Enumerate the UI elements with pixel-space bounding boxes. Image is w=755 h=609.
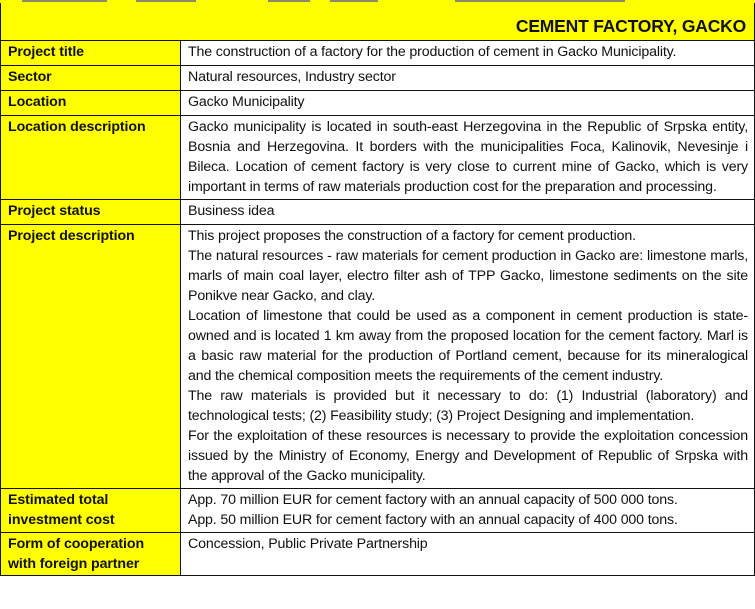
value-cooperation-form [181, 533, 755, 576]
value-paragraph: The construction of a factory for the production of cement in Gacko Municipality. [188, 44, 677, 60]
scan-artifact [330, 0, 378, 2]
table-row-location-description [1, 116, 755, 200]
value-paragraph: Gacko Municipality [188, 94, 305, 110]
label-investment-cost: Estimated total investment cost [1, 489, 181, 533]
value-paragraph: The raw materials is provided but it necessary to do: (1) Industrial (laboratory) and technological tests; (2) Feasibility study; (3) Project Designing and implementation. [188, 388, 748, 424]
table-row-cooperation-form [1, 533, 755, 576]
label-project-status: Project status [1, 200, 181, 225]
value-paragraph: Concession, Public Private Partnership [188, 536, 428, 552]
header-row [1, 1, 755, 41]
value-paragraph: Gacko municipality is located in south-east Herzegovina in the Republic of Srpska entity, Bosnia and Herzegovina. It borders with the municipalities Foca, Kalinovik, Nevesinje i Bileca. Location of cement factory is very close to current mine of Gacko, which is very important in terms of raw materials production cost for the preparation and processing. [188, 119, 748, 195]
value-project-status [181, 200, 755, 225]
label-location: Location [1, 91, 181, 116]
value-sector [181, 66, 755, 91]
value-paragraph: For the exploitation of these resources is necessary to provide the exploitation concession issued by the Ministry of Economy, Energy and Development of Republic of Srpska with the approval of the Gacko municipality. [188, 428, 748, 484]
label-cooperation-form: Form of cooperation with foreign partner [1, 533, 181, 576]
value-project-title [181, 41, 755, 66]
label-location-description: Location description [1, 116, 181, 200]
label-sector: Sector [1, 66, 181, 91]
page-title: CEMENT FACTORY, GACKO [1, 1, 755, 41]
scan-artifact [268, 0, 310, 2]
value-project-description [181, 225, 755, 489]
table-row-location [1, 91, 755, 116]
table-row-project-status [1, 200, 755, 225]
table-row-project-description [1, 225, 755, 489]
scan-artifact [455, 0, 625, 2]
scanned-top-edge [0, 0, 755, 3]
label-project-title: Project title [1, 41, 181, 66]
value-investment-cost [181, 489, 755, 533]
value-paragraph: App. 50 million EUR for cement factory with an annual capacity of 400 000 tons. [188, 512, 678, 528]
scan-artifact [22, 0, 107, 2]
value-paragraph: App. 70 million EUR for cement factory with an annual capacity of 500 000 tons. [188, 492, 678, 508]
label-project-description: Project description [1, 225, 181, 489]
value-paragraph: This project proposes the construction of a factory for cement production. [188, 228, 636, 244]
value-paragraph: Business idea [188, 203, 275, 219]
value-paragraph: Natural resources, Industry sector [188, 69, 396, 85]
value-paragraph: The natural resources - raw materials for cement production in Gacko are: limestone marls, marls of main coal layer, electro filter ash of TPP Gacko, limestone sediments on the site Ponikve near Gacko, and clay. [188, 248, 748, 304]
table-row-sector [1, 66, 755, 91]
table-row-investment-cost [1, 489, 755, 533]
value-paragraph: Location of limestone that could be used as a component in cement production is state-owned and is located 1 km away from the proposed location for the cement factory. Marl is a basic raw material for the production of Portland cement, because for its mineralogical and the chemical composition meets the requirements of the cement industry. [188, 308, 748, 384]
table-row-project-title [1, 41, 755, 66]
value-location-description [181, 116, 755, 200]
value-location [181, 91, 755, 116]
scan-artifact [136, 0, 196, 2]
